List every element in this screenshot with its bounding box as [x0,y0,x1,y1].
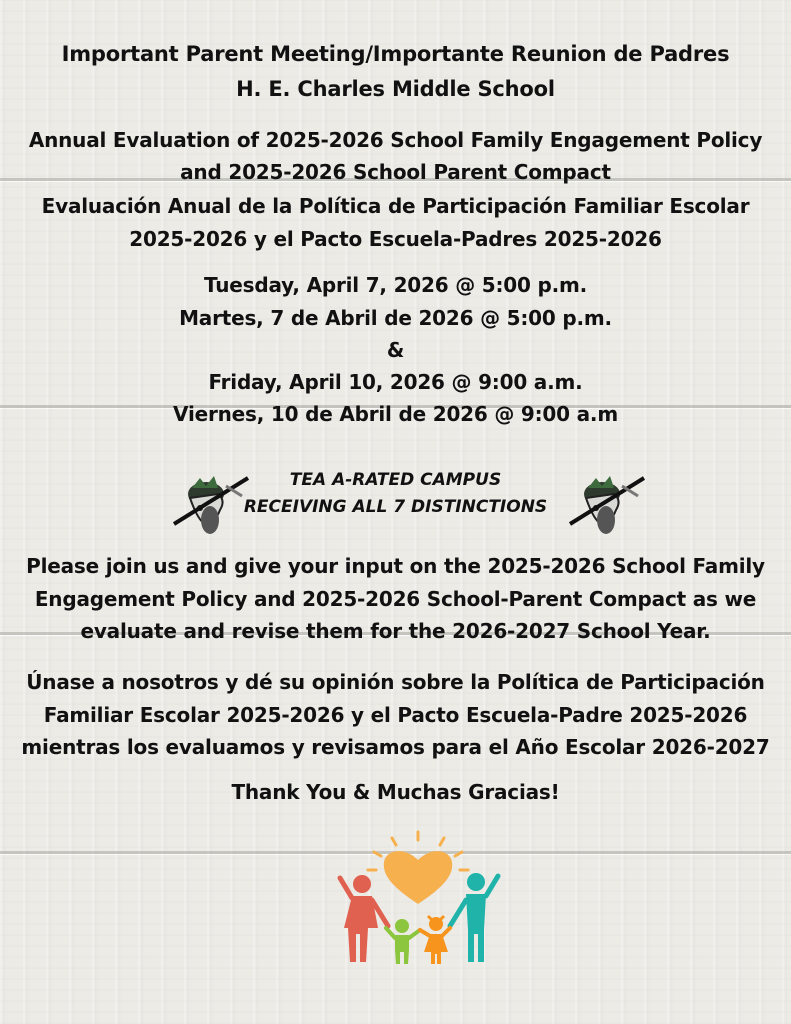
body-es-line3: mientras los evaluamos y revisamos para el Año Escolar 2026-2027 [21,735,770,759]
body-en-line2: Engagement Policy and 2025-2026 School-Parent Compact as we [34,587,757,611]
date2-es: Viernes, 10 de Abril de 2026 @ 9:00 a.m [173,402,618,426]
subject-en-line1: Annual Evaluation of 2025-2026 School Family Engagement Policy [28,128,763,152]
body-es-line2: Familiar Escolar 2025-2026 y el Pacto Escuela-Padre 2025-2026 [43,703,748,727]
body-en-line1: Please join us and give your input on the 2025-2026 School Family [26,554,765,578]
subject-es-line2: 2025-2026 y el Pacto Escuela-Padres 2025-2026 [129,227,662,251]
subject-en-line2: and 2025-2026 School Parent Compact [180,160,611,184]
date1-en: Tuesday, April 7, 2026 @ 5:00 p.m. [203,273,588,297]
date2-en: Friday, April 10, 2026 @ 9:00 a.m. [208,370,583,394]
closing-thanks: Thank You & Muchas Gracias! [231,780,560,804]
subject-es-line1: Evaluación Anual de la Política de Participación Familiar Escolar [41,194,750,218]
badge-line2: RECEIVING ALL 7 DISTINCTIONS [243,497,548,517]
school-name: H. E. Charles Middle School [236,77,555,101]
body-es-line1: Únase a nosotros y dé su opinión sobre la Política de Participación [26,670,765,694]
family-heart-icon [334,830,504,970]
date-separator: & [386,338,405,362]
badge-line1: TEA A-RATED CAMPUS [289,470,502,490]
page-title: Important Parent Meeting/Importante Reunion de Padres [61,42,730,66]
body-en-line3: evaluate and revise them for the 2026-2027 School Year. [80,619,711,643]
date1-es: Martes, 7 de Abril de 2026 @ 5:00 p.m. [179,306,612,330]
